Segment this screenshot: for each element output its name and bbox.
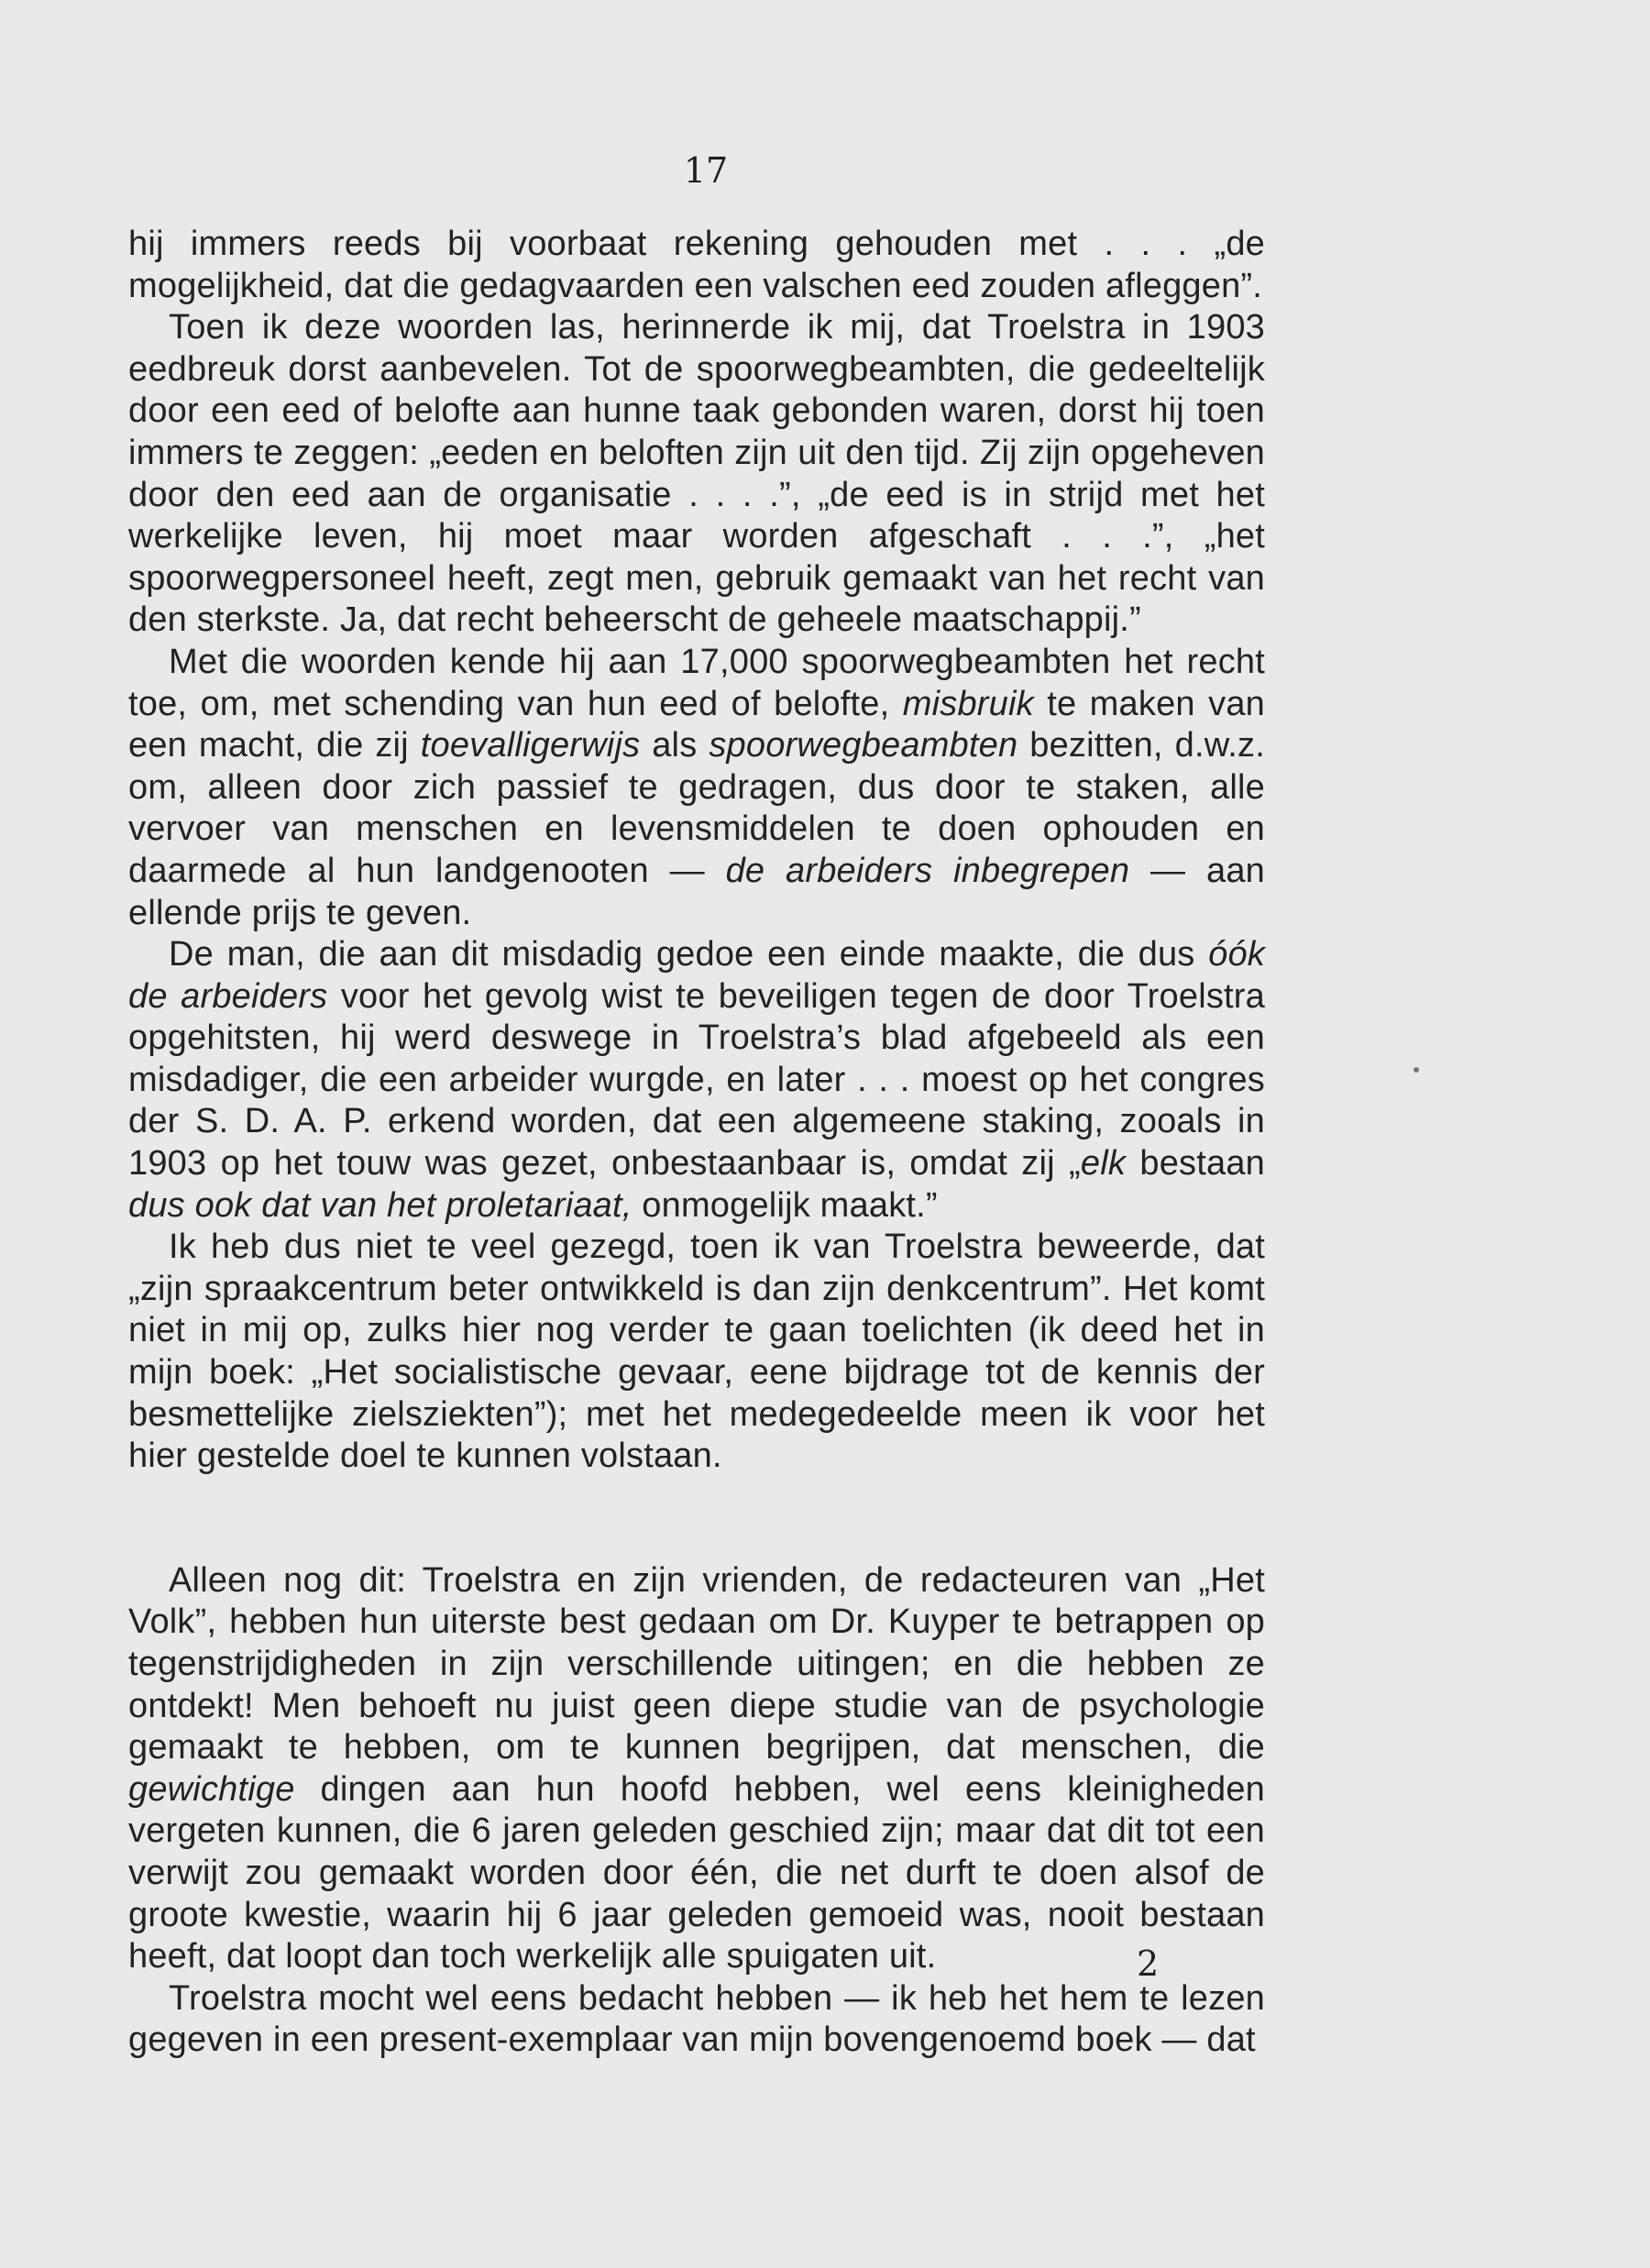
- paragraph-1: hij immers reeds bij voorbaat rekening gehouden met . . . „de mogelijkheid, dat die gedagvaarden een valschen eed zouden afleggen”.: [128, 225, 1265, 305]
- italic-run: misbruik: [902, 684, 1034, 723]
- italic-run: spoorwegbeambten: [709, 726, 1018, 765]
- paragraph-4: [128, 934, 1265, 1227]
- signature-mark: 2: [1137, 1943, 1160, 1984]
- paragraph-7: Troelstra mocht wel eens bedacht hebben — ik heb het hem te lezen gegeven in een present-exemplaar van mijn bovengenoemd boek — dat: [128, 1978, 1265, 2060]
- text-run: onmogelijk maakt.”: [632, 1185, 938, 1225]
- italic-run: gewichtige: [128, 1769, 295, 1809]
- italic-run: óók de arbeiders: [128, 935, 1265, 1016]
- page-number: 17: [683, 150, 729, 191]
- body-text: [128, 224, 1265, 2062]
- text-run: De man, die aan dit misdadig gedoe een einde maakte, die dus: [169, 935, 1209, 974]
- text-run: — aan ellende prijs te geven.: [128, 851, 1265, 932]
- text-run: bestaan: [1126, 1144, 1266, 1184]
- text-run: Alleen nog dit: Troelstra en zijn vrienden, de redacteuren van „Het Volk”, hebben hun uiterste best gedaan om Dr. Kuyper te betrappen op tegenstrijdigheden in zijn verschillende uitingen; en die hebben ze ontdekt! Men behoeft nu juist geen diepe studie van de psychologie gemaakt te hebben, om te kunnen begrijpen, dat menschen, die: [128, 1560, 1265, 1767]
- italic-run: de arbeiders inbegrepen: [725, 851, 1130, 890]
- paragraph-6: [128, 1560, 1265, 1978]
- italic-run: toevalligerwijs: [420, 726, 641, 765]
- italic-run: elk: [1080, 1144, 1127, 1184]
- text-run: te maken van een macht, die zij: [128, 684, 1265, 765]
- paragraph-2: Toen ik deze woorden las, herinnerde ik mij, dat Troelstra in 1903 eedbreuk dorst aanbevelen. Tot de spoorwegbeambten, die gedeeltelijk door een eed of belofte aan hunne taak gebonden waren, dorst hij toen immers te zeggen: „eeden en beloften zijn uit den tijd. Zij zijn opgeheven door den eed aan de organisatie . . . .”, „de eed is in strijd met het werkelijke leven, hij moet maar worden afgeschaft . . .”, „het spoorwegpersoneel heeft, zegt men, gebruik gemaakt van het recht van den sterkste. Ja, dat recht beheerscht de geheele maatschappij.”: [128, 308, 1265, 640]
- text-run: Met die woorden kende hij aan 17,000 spoorwegbeambten het recht toe, om, met schending van hun eed of belofte,: [128, 642, 1265, 723]
- text-run: voor het gevolg wist te beveiligen tegen de door Troelstra opgehitsten, hij werd deswege in Troelstra’s blad afgebeeld als een misdadiger, die een arbeider wurgde, en later . . . moest op het congres der S. D. A. P. erkend worden, dat een algemeene staking, zooals in 1903 op het touw was gezet, onbestaanbaar is, omdat zij „: [128, 976, 1265, 1184]
- text-run: dingen aan hun hoofd hebben, wel eens kleinigheden vergeten kunnen, die 6 jaren geleden geschied zijn; maar dat dit tot een verwijt zou gemaakt worden door één, die net durft te doen alsof de groote kwestie, waarin hij 6 jaar geleden gemoeid was, nooit bestaan heeft, dat loopt dan toch werkelijk alle spuigaten uit.: [128, 1769, 1265, 1976]
- paragraph-3: [128, 642, 1265, 934]
- ink-speck: [1414, 1067, 1419, 1073]
- paragraph-5: Ik heb dus niet te veel gezegd, toen ik van Troelstra beweerde, dat „zijn spraakcentrum beter ontwikkeld is dan zijn denkcentrum”. Het komt niet in mij op, zulks hier nog verder te gaan toelichten (ik deed het in mijn boek: „Het socialistische gevaar, eene bijdrage tot de kennis der besmettelijke zielsziekten”); met het medegedeelde meen ik voor het hier gestelde doel te kunnen volstaan.: [128, 1228, 1265, 1476]
- text-run: als: [640, 726, 710, 765]
- text-run: bezitten, d.w.z. om, alleen door zich passief te gedragen, dus door te staken, alle vervoer van menschen en levensmiddelen te doen ophouden en daarmede al hun landgenooten —: [128, 726, 1265, 890]
- italic-run: dus ook dat van het proletariaat,: [128, 1185, 632, 1225]
